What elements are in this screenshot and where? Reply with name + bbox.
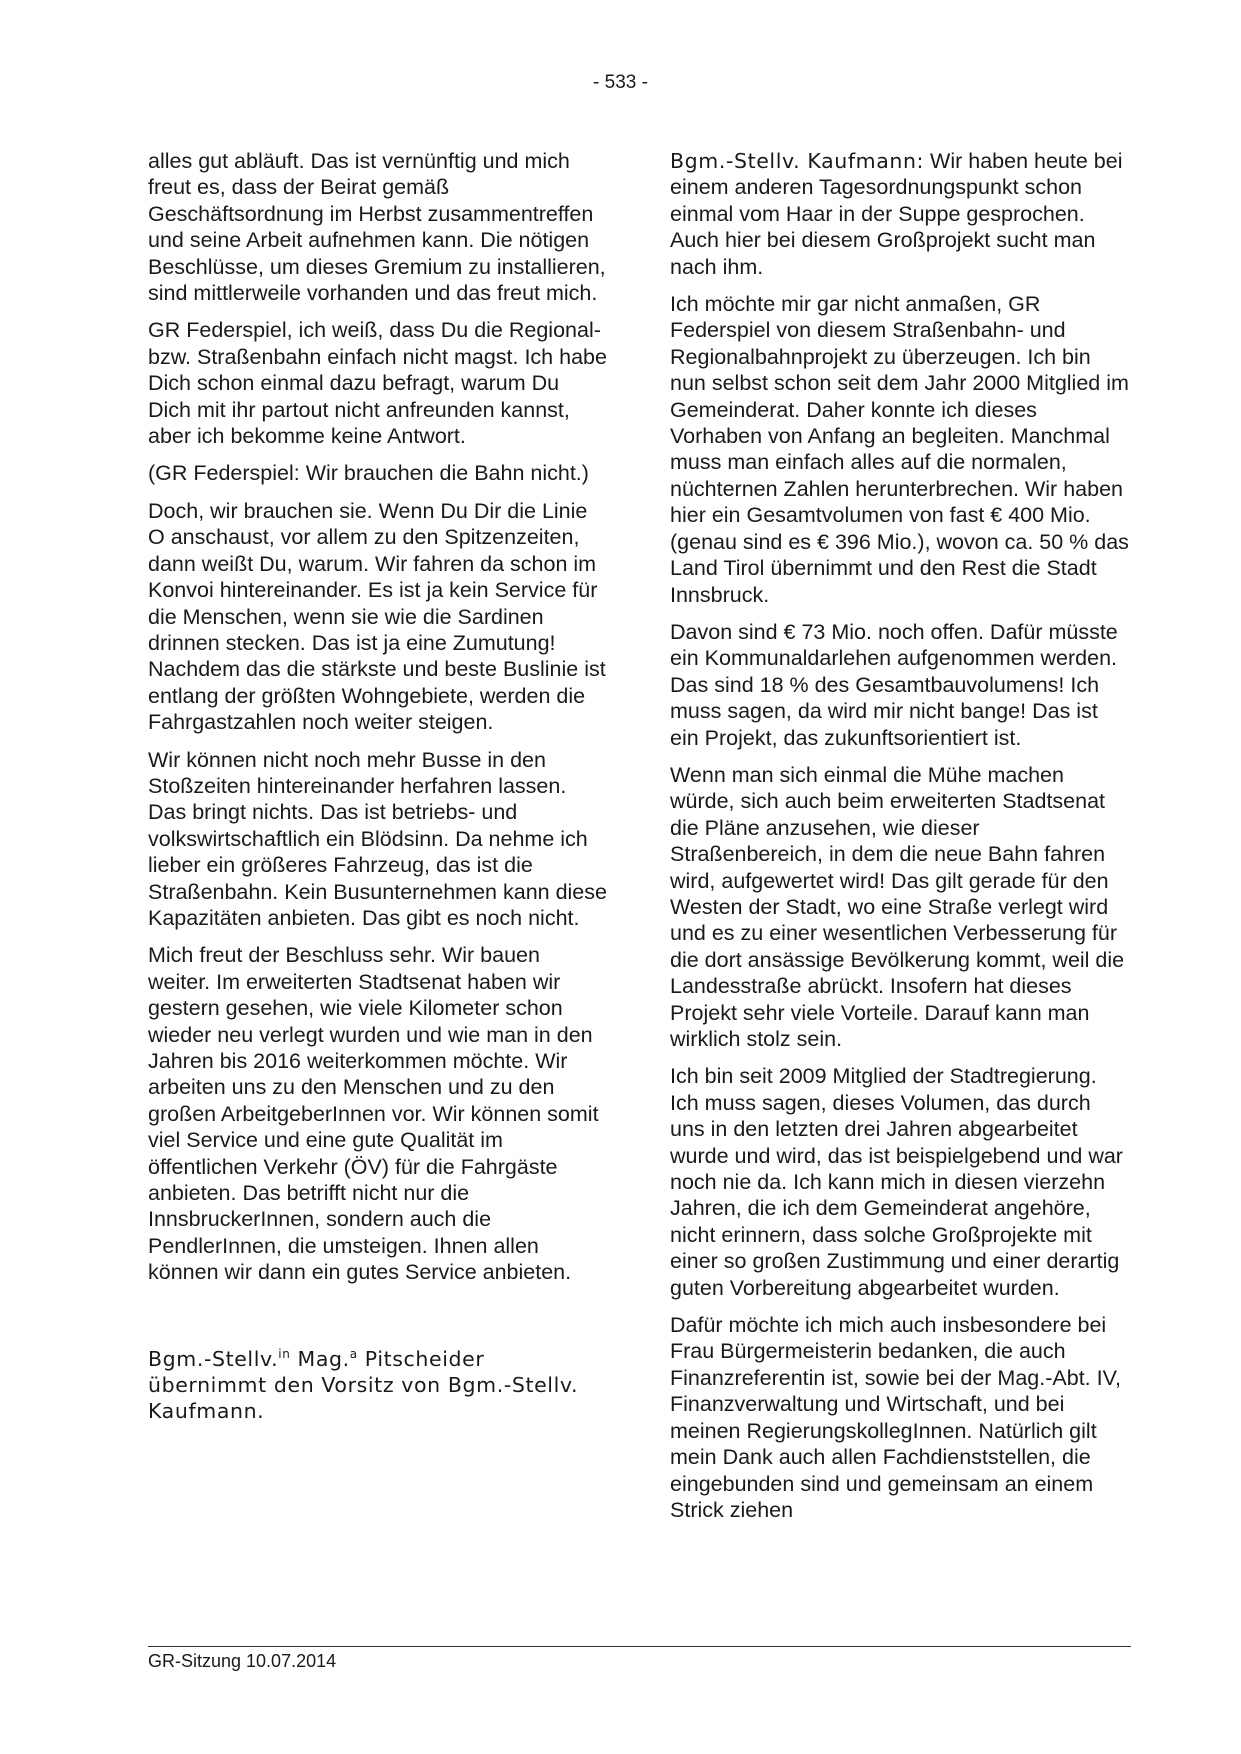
- footer-session-date: GR-Sitzung 10.07.2014: [148, 1651, 337, 1671]
- paragraph: GR Federspiel, ich weiß, dass Du die Regional- bzw. Straßenbahn einfach nicht magst. Ich habe Dich schon einmal dazu befragt, warum Du Dich mit ihr partout nicht anfreunden kannst, aber ich bekomme keine Antwort.: [148, 318, 607, 449]
- superscript: in: [278, 1346, 291, 1361]
- paragraph: Wenn man sich einmal die Mühe machen würde, sich auch beim erweiterten Stadtsenat die Pläne anzusehen, wie dieser Straßenbereich, in dem die neue Bahn fahren wird, aufgewertet wird! Das gilt gerade für den Westen der Stadt, wo eine Straße verlegt wird und es zu einer wesentlichen Verbesserung für die dort ansässige Bevölkerung kommt, weil die Landesstraße abrückt. Insofern hat dieses Projekt sehr viele Vorteile. Darauf kann man wirklich stolz sein.: [670, 762, 1125, 1051]
- paragraph: Wir können nicht noch mehr Busse in den Stoßzeiten hintereinander herfahren lassen. Das bringt nichts. Das ist betriebs- und volkswirtschaftlich ein Blödsinn. Da nehme ich lieber ein größeres Fahrzeug, das ist die Straßenbahn. Kein Busunternehmen kann diese Kapazitäten anbieten. Das gibt es noch nicht.: [148, 747, 607, 930]
- speech-text: Wir haben heute bei einem anderen Tagesordnungspunkt schon einmal vom Haar in der Suppe gesprochen. Auch hier bei diesem Großprojekt sucht man nach ihm.: [670, 149, 1123, 279]
- paragraph: Doch, wir brauchen sie. Wenn Du Dir die Linie O anschaust, vor allem zu den Spitzenzeiten, dann weißt Du, warum. Wir fahren da schon im Konvoi hintereinander. Es ist ja kein Service für die Menschen, wenn sie wie die Sardinen drinnen stecken. Das ist ja eine Zumutung! Nachdem das die stärkste und beste Buslinie ist entlang der größten Wohngebiete, werden die Fahrgastzahlen noch weiter steigen.: [148, 498, 606, 735]
- paragraph: Davon sind € 73 Mio. noch offen. Dafür müsste ein Kommunaldarlehen aufgenommen werden. Das sind 18 % des Gesamtbauvolumens! Ich muss sagen, da wird mir nicht bange! Das ist ein Projekt, das zukunftsorientiert ist.: [670, 619, 1118, 750]
- chair-change-note: [148, 1346, 608, 1425]
- footer-divider: [148, 1646, 1131, 1647]
- paragraph: alles gut abläuft. Das ist vernünftig und mich freut es, dass der Beirat gemäß Geschäftsordnung im Herbst zusammentreffen und seine Arbeit aufnehmen kann. Die nötigen Beschlüsse, um dieses Gremium zu installieren, sind mittlerweile vorhanden und das freut mich.: [148, 149, 606, 306]
- chair-note-part: Bgm.-Stellv.: [148, 1346, 279, 1371]
- left-column: [148, 148, 608, 1436]
- paragraph: Mich freut der Beschluss sehr. Wir bauen weiter. Im erweiterten Stadtsenat haben wir gestern gesehen, wie viele Kilometer schon wieder neu verlegt wurden und wie man in den Jahren bis 2016 weiterkommen möchte. Wir arbeiten uns zu den Menschen und zu den großen ArbeitgeberInnen vor. Wir können somit viel Service und eine gute Qualität im öffentlichen Verkehr (ÖV) für die Fahrgäste anbieten. Das betrifft nicht nur die InnsbruckerInnen, sondern auch die PendlerInnen, die umsteigen. Ihnen allen können wir dann ein gutes Service anbieten.: [148, 943, 599, 1285]
- paragraph: Ich möchte mir gar nicht anmaßen, GR Federspiel von diesem Straßenbahn- und Regionalbahnprojekt zu überzeugen. Ich bin nun selbst schon seit dem Jahr 2000 Mitglied im Gemeinderat. Daher konnte ich dieses Vorhaben von Anfang an begleiten. Manchmal muss man einfach alles auf die normalen, nüchternen Zahlen herunterbrechen. Wir haben hier ein Gesamtvolumen von fast € 400 Mio. (genau sind es € 396 Mio.), wovon ca. 50 % das Land Tirol übernimmt und den Rest die Stadt Innsbruck.: [670, 292, 1129, 607]
- chair-note-part: Mag.: [290, 1346, 350, 1371]
- right-column: [670, 148, 1130, 1534]
- superscript: a: [349, 1346, 358, 1361]
- interjection: (GR Federspiel: Wir brauchen die Bahn nicht.): [148, 461, 589, 486]
- paragraph: Dafür möchte ich mich auch insbesondere bei Frau Bürgermeisterin bedanken, die auch Finanzreferentin ist, sowie bei der Mag.-Abt. IV, Finanzverwaltung und Wirtschaft, und bei meinen RegierungskollegInnen. Natürlich gilt mein Dank auch allen Fachdienststellen, die eingebunden sind und gemeinsam an einem Strick ziehen: [670, 1313, 1121, 1522]
- chair-note-part: Pitscheider übernimmt den Vorsitz von Bgm.-Stellv. Kaufmann.: [148, 1346, 579, 1424]
- speaker-name: Bgm.-Stellv. Kaufmann:: [670, 149, 925, 173]
- paragraph: [670, 148, 1130, 280]
- paragraph: Ich bin seit 2009 Mitglied der Stadtregierung. Ich muss sagen, dieses Volumen, das durch uns in den letzten drei Jahren abgearbeitet wurde und wird, das ist beispielgebend und war noch nie da. Ich kann mich in diesen vierzehn Jahren, die ich dem Gemeinderat angehöre, nicht erinnern, dass solche Großprojekte mit einer so großen Zustimmung und einer derartig guten Vorbereitung abgearbeitet wurden.: [670, 1064, 1123, 1300]
- page-number: - 533 -: [593, 72, 648, 93]
